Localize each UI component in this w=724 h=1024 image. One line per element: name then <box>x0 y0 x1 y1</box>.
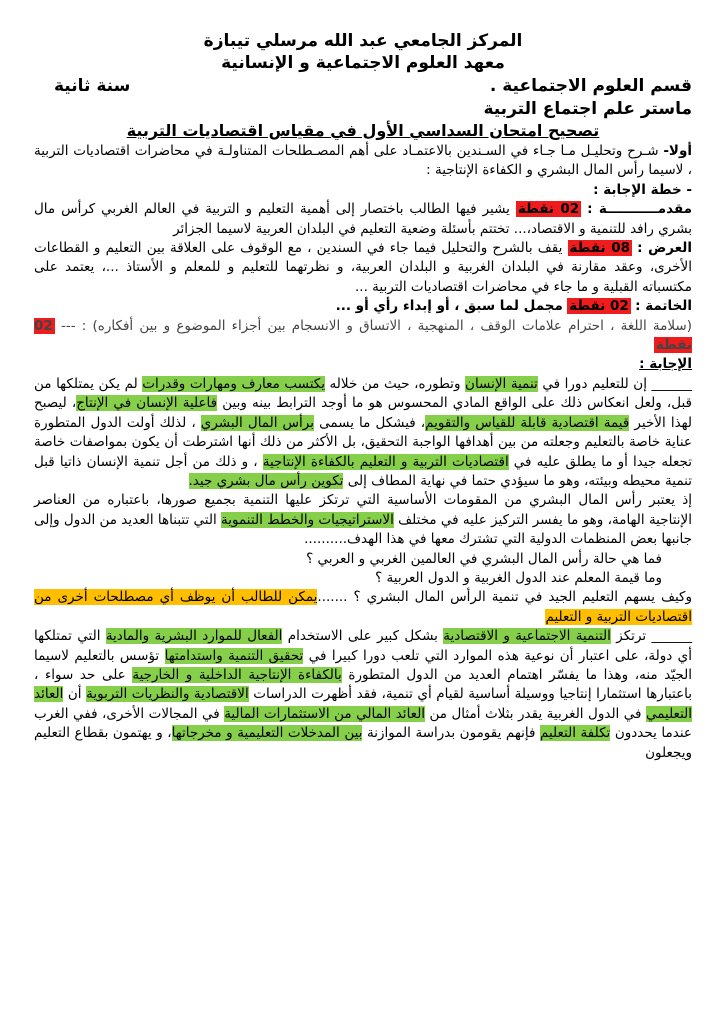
question-body: شـرح وتحليـل مـا جـاء في السـندين بالاعتمـاد على أهم المصـطلحات المتناولـة في محاضرات اقتصاديات التربية ، لاسيما رأس المال البشري و الكفاءة الإنتاجية : <box>34 143 692 179</box>
highlight-term: بالكفاءة الإنتاجية الداخلية و الخارجية <box>132 666 342 683</box>
text-run: ، ليصبح لهذا الأخير <box>34 395 692 431</box>
department-row <box>34 74 692 98</box>
body-text: يقف بالشرح والتحليل فيما جاء في السندين ، مع الوقوف على العلاقة بين التعليم و القطاعات الأخرى، وعقد مقارنة في البلدان الغربية و البلدان العربية، و نظرتهما للتعليم و للمعلم و الأستاذ ...، يعتمد على مكتسباته القبلية و ما جاء في محاضرات اقتصاديات التربية ... <box>34 240 692 295</box>
institute-name: معهد العلوم الاجتماعية و الإنسانية <box>221 53 505 73</box>
intro-label: مقدمـــــــــــة : <box>587 201 693 218</box>
plan-conclusion <box>34 297 692 316</box>
text-run: ، و يهتمون بقطاع التعليم ويجعلون <box>34 725 692 761</box>
highlight-term: تنمية الإنسان <box>465 375 538 392</box>
intro-points-badge: 02 نقطة <box>517 201 580 218</box>
text-run: ، و ذلك من أجل تنمية الإنسان ذاتيا قبل تنمية محيطه وبيئته، وهو ما سيؤدي حتما في نهاية المطاف إلى <box>34 453 692 489</box>
highlight-term: تكوين رأس مال بشري جيد. <box>188 472 344 489</box>
plan-body <box>34 239 692 297</box>
body-points-badge: 08 نقطة <box>569 240 630 257</box>
text-run: وتطوره، حيث من خلاله <box>325 375 466 392</box>
highlight-term: تحقيق التنمية واستدامتها <box>164 647 304 664</box>
form-text: (سلامة اللغة ، احترام علامات الوقف ، المنهجية ، الاتساق و الانسجام بين أجزاء الموضوع و بين أفكاره) : --- <box>60 317 692 334</box>
student-note-highlight: يمكن للطالب أن يوظف أي مصطلحات أخرى من اقتصاديات التربية و التعليم <box>34 589 692 625</box>
highlight-term: العائد المالي من الاستثمارات المالية <box>224 705 426 722</box>
plan-heading: - خطة الإجابة : <box>593 181 692 198</box>
text-run: في الدول الغربية يقدر بثلاث أمثال من <box>425 705 646 722</box>
question-text <box>34 142 692 181</box>
text-run: التي تتبناها العديد من الدول وإلى جانبها بعض المنظمات الدولية التي تشترك معها في هذا الهدف.......... <box>34 511 692 548</box>
form-points-badge: 02 نقطة <box>34 317 692 354</box>
highlight-term: برأس المال البشري <box>200 414 314 431</box>
highlight-term: الفعال للموارد البشرية والمادية <box>105 628 283 645</box>
text-run: إذ يعتبر رأس المال البشري من المقومات الأساسية التي ترتكز عليها التنمية بجميع صورها، باعتباره من العناصر الإنتاجية الهامة، وهو ما يفسر التركيز عليه في مختلف <box>34 492 692 528</box>
text-run: لم يكن يمتلكها من قبل، ولعل انعكاس ذلك على الواقع المادي المحسوس هو ما أوجد الترابط بينه وبين <box>34 375 692 412</box>
text-run: ______ إن للتعليم دورا في <box>537 375 693 392</box>
plan-form <box>34 317 692 356</box>
study-year: سنة ثانية <box>54 76 131 96</box>
exam-title: تصحيح امتحان السداسي الأول في مقياس اقتصاديات التربية <box>126 121 600 140</box>
highlight-term: اقتصاديات التربية و التعليم بالكفاءة الإنتاجية <box>262 453 509 470</box>
exam-correction-page <box>34 30 692 763</box>
text-run: ______ ترتكز <box>610 628 693 645</box>
highlight-term: العائد التعليمي <box>34 686 693 722</box>
highlight-term: الاقتصادية والنظريات التربوية <box>86 686 249 703</box>
text-run: التي تمتلكها أي دولة، على اعتبار أن نوعية هذه الموارد التي تلعب دورا كبيرا في <box>34 628 692 664</box>
conclusion-label: الخاتمة : <box>635 298 692 315</box>
master-program: ماستر علم اجتماع التربية <box>483 99 692 119</box>
text-run: أن <box>63 686 87 703</box>
conclusion-text: مجمل لما سبق ، أو إبداء رأي أو ... <box>335 298 563 315</box>
highlight-term: التنمية الاجتماعية و الاقتصادية <box>443 628 611 645</box>
highlight-term: فاعلية الإنسان في الإنتاج <box>76 395 218 412</box>
text-run: ، فيشكل ما يسمى <box>314 414 426 431</box>
answer-paragraph-1 <box>34 375 692 491</box>
department-name: قسم العلوم الاجتماعية . <box>489 76 692 96</box>
conclusion-points-badge: 02 نقطة <box>569 298 629 315</box>
plan-introduction <box>34 200 692 239</box>
question-label: أولا- <box>663 143 692 159</box>
intro-text: يشير فيها الطالب باختصار إلى أهمية التعليم و التربية في العالم الغربي كرأس مال بشري رافد للتنمية و الاقتصاد،... تختتم بأسئلة وضعية التعليم في البلدان العربية لاسيما الجزائر <box>34 201 692 237</box>
text-run: تؤسس بالتعليم لاسيما الجيّد منه، وهذا ما يفسّر اهتمام العديد من الدول المتطورة <box>34 647 692 683</box>
question-line-3 <box>34 588 692 627</box>
answer-heading: الإجابة : <box>639 356 692 373</box>
text-run: في المجالات الأخرى، ففي الغرب عندما يحددون <box>34 705 692 742</box>
highlight-term: يكتسب معارف ومهارات وقدرات <box>142 375 325 392</box>
question-line-1: فما هي حالة رأس المال البشري في العالمين الغربي و العربي ؟ <box>306 550 662 567</box>
body-label: العرض : <box>637 240 692 257</box>
institution-name: المركز الجامعي عبد الله مرسلي تيبازة <box>203 31 523 51</box>
text-run: بشكل كبير على الاستخدام <box>282 628 444 645</box>
answer-paragraph-3 <box>34 627 692 763</box>
answer-paragraph-2 <box>34 491 692 549</box>
highlight-term: قيمة اقتصادية قابلة للقياس والتقويم <box>425 414 630 431</box>
highlight-term: بين المدخلات التعليمية و مخرجاتها <box>171 725 363 742</box>
highlight-term: تكلفة التعليم <box>540 725 611 742</box>
text-run: على حد سواء ، باعتبارها استثمارا إنتاجيا ووسيلة أساسية لقيام أي تنمية، فقد أظهرت الدراسات <box>34 666 693 703</box>
highlight-term: الاستراتيجيات والخطط التنموية <box>221 511 394 528</box>
text-run: ، لذلك أولت الدول المتطورة عناية خاصة بالتعليم وجعلته من بين أهدافها الواجبة التحقيق، بل الأكثر من ذلك أنها اشترطت أن يكون بمواصفات خاصة تجعله جيدا أو ما يطلق عليه في <box>34 414 693 470</box>
question-line-2: وما قيمة المعلم عند الدول الغربية و الدول العربية ؟ <box>375 569 662 586</box>
text-run: فإنهم يقومون بدراسة الموازنة <box>362 725 540 742</box>
text-run: وكيف يسهم التعليم الجيد في تنمية الرأس المال البشري ؟ ....... <box>317 589 692 606</box>
